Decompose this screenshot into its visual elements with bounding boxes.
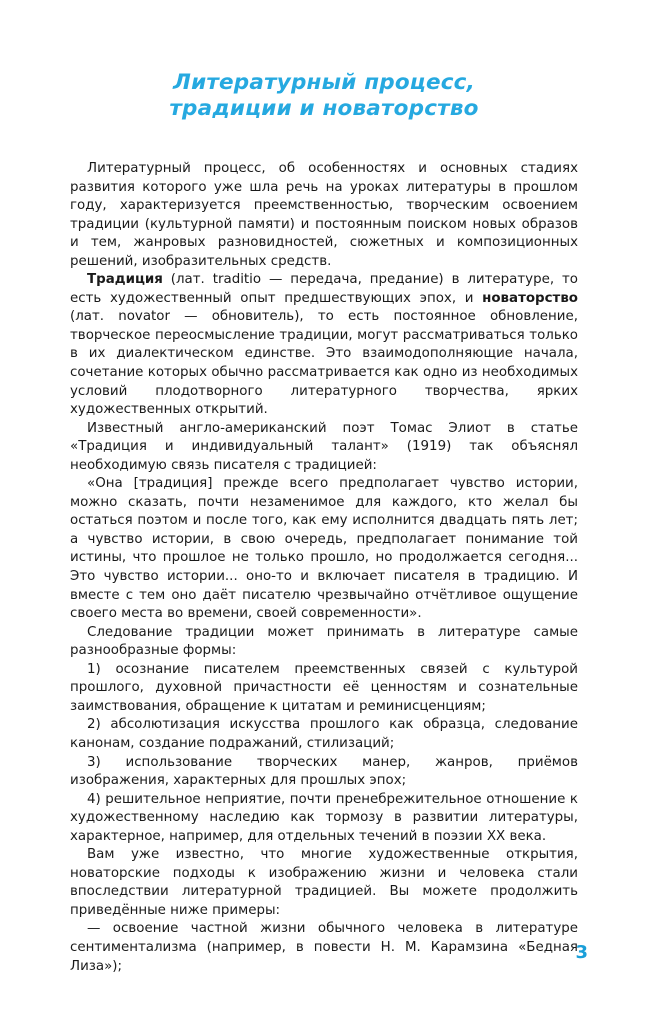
page-title-line-2: традиции и новаторство [169, 96, 479, 121]
list-item-4: 4) решительное неприятие, почти пренебрежительное отношение к художественному наследию как тормозу в развитии литературы, характерное, например, для отдельных течений в поэзии XX века. [70, 791, 578, 844]
dash-list-item-1: — освоение частной жизни обычного человека в литературе сентиментализма (например, в повести Н. М. Карамзина «Бедная Лиза»); [70, 921, 578, 974]
page-title-line-1: Литературный процесс, [173, 70, 475, 95]
list-item-1: 1) осознание писателем преемственных связей с культурой прошлого, духовной причастности её ценностям и сознательные заимствования, обращение к цитатам и реминисценциям; [70, 661, 578, 714]
body-content [70, 160, 578, 976]
paragraph-6: Вам уже известно, что многие художественные открытия, новаторские подходы к изображению жизни и человека стали впоследствии литературной традицией. Вы можете продолжить приведённые ниже примеры: [70, 847, 578, 918]
list-item-3: 3) использование творческих манер, жанров, приёмов изображения, характерных для прошлых эпох; [70, 754, 578, 789]
term-innovation: новаторство [482, 290, 578, 306]
paragraph-3: Известный англо-американский поэт Томас Элиот в статье «Традиция и индивидуальный талант» (1919) так объяснял необходимую связь писателя с традицией: [70, 420, 578, 473]
page-title [70, 70, 578, 122]
paragraph-2-text-b: (лат. novator — обновитель), то есть постоянное обновление, творческое переосмысление традиции, могут рассматриваться только в их диалектическом единстве. Это взаимодополняющие начала, сочетание которых обычно рассматривается как одно из необходимых условий плодотворного литературного творчества, ярких художественных открытий. [70, 309, 578, 418]
paragraph-2-text-a: (лат. traditio — передача, предание) в литературе, то есть художественный опыт предшествующих эпох, и [70, 272, 578, 306]
page-number: 3 [575, 942, 588, 963]
paragraph-2 [70, 271, 578, 419]
paragraph-1: Литературный процесс, об особенностях и основных стадиях развития которого уже шла речь на уроках литературы в прошлом году, характеризуется преемственностью, творческим освоением традиции (культурной памяти) и постоянным поиском новых образов и тем, жанровых разновидностей, сюжетных и композиционных решений, изобразительных средств. [70, 161, 578, 269]
paragraph-4-quote: «Она [традиция] прежде всего предполагает чувство истории, можно сказать, почти незаменимое для каждого, кто желал бы остаться поэтом и после того, как ему исполнится двадцать пять лет; а чувство истории, в свою очередь, предполагает понимание той истины, что прошлое не только прошло, но продолжается сегодня... Это чувство истории... оно-то и включает писателя в традицию. И вместе с тем оно даёт писателю чрезвычайно отчётливое ощущение своего места во времени, своей современности». [70, 476, 578, 622]
term-tradition: Традиция [87, 272, 163, 288]
paragraph-5: Следование традиции может принимать в литературе самые разнообразные формы: [70, 624, 578, 659]
list-item-2: 2) абсолютизация искусства прошлого как образца, следование канонам, создание подражаний, стилизаций; [70, 717, 578, 751]
